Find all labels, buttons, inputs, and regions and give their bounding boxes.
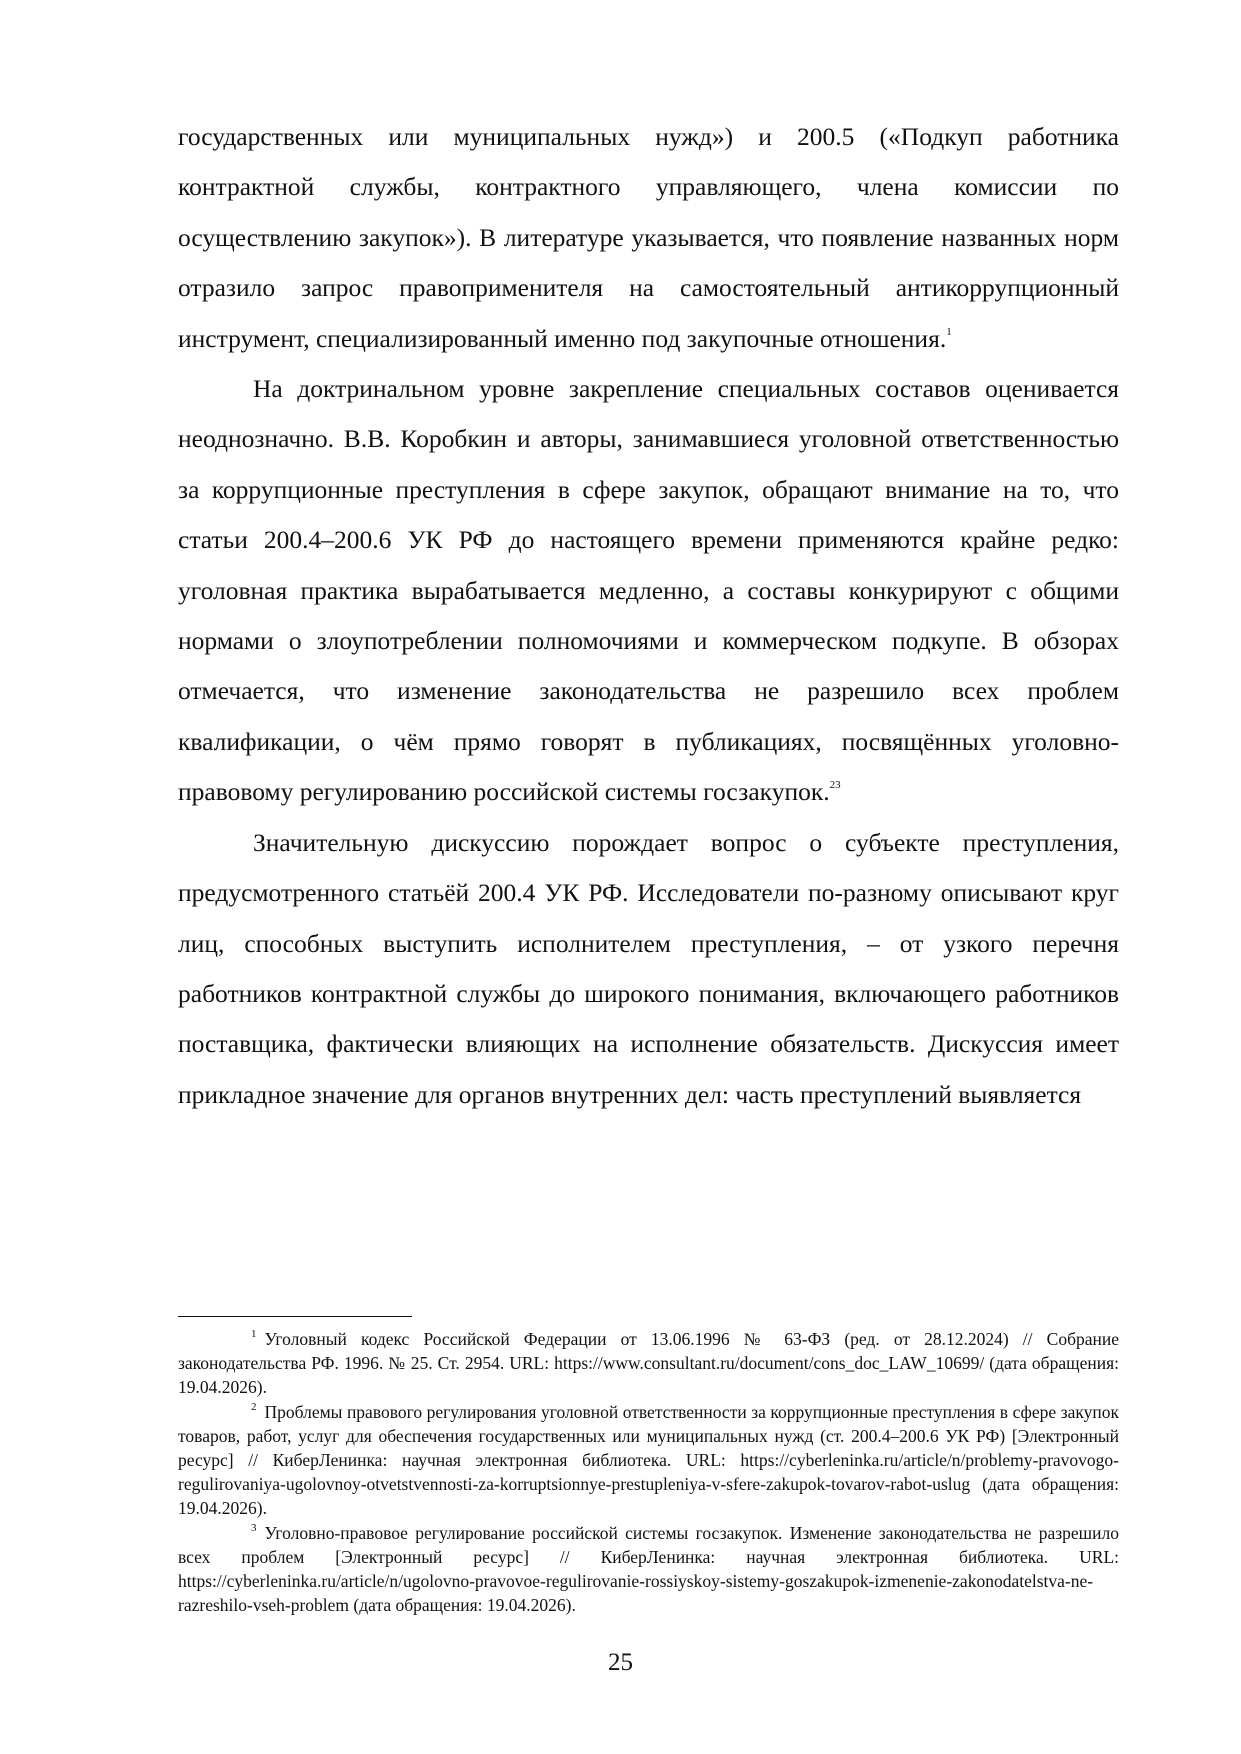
paragraph-1-text: государственных или муниципальных нужд») и 200.5 («Подкуп работника контрактной службы, контрактного управляющего, члена комиссии по осуществлению закупок»). В литературе указывается, что появление названных норм отразило запрос правоприменителя на самостоятельный антикоррупционный инструмент, специализированный именно под закупочные отношения. [178,122,1119,353]
footnote-number-1: 1 [251,1328,257,1340]
footnote-number-3: 3 [251,1521,257,1534]
footnote-2 [178,1400,1119,1521]
footnote-1 [178,1327,1119,1400]
footnote-text-1: Уголовный кодекс Российской Федерации от 13.06.1996 № 63-ФЗ (ред. от 28.12.2024) // Собрание законодательства РФ. 1996. № 25. Ст. 2954. URL: https://www.consultant.ru/document/cons_doc_LAW_10699/ (дата обращения: 19.04.2026). [178,1329,1119,1398]
paragraph-2 [178,364,1119,818]
footnote-separator [178,1316,412,1317]
footnote-ref-1[interactable]: 1 [946,325,952,338]
footnote-number-2: 2 [251,1400,257,1413]
main-text [178,112,1119,1120]
paragraph-2-text: На доктринальном уровне закрепление специальных составов оценивается неоднозначно. В.В. Коробкин и авторы, занимавшиеся уголовной ответственностью за коррупционные преступления в сфере закупок, обращают внимание на то, что статьи 200.4–200.6 УК РФ до настоящего времени применяются крайне редко: уголовная практика вырабатывается медленно, а составы конкурируют с общими нормами о злоупотреблении полномочиями и коммерческом подкупе. В обзорах отмечается, что изменение законодательства не разрешило всех проблем квалификации, о чём прямо говорят в публикациях, посвящённых уголовно-правовому регулированию российской системы госзакупок. [178,374,1119,807]
page-number: 25 [608,1649,633,1676]
footnote-ref-23[interactable]: 23 [829,779,841,792]
footnotes-section [178,1316,1119,1617]
footnote-3 [178,1521,1119,1618]
paragraph-3 [178,818,1119,1120]
footnote-text-2: Проблемы правового регулирования уголовной ответственности за коррупционные преступления в сфере закупок товаров, работ, услуг для обеспечения государственных или муниципальных нужд (ст. 200.4–200.6 УК РФ) [Электронный ресурс] // КиберЛенинка: научная электронная библиотека. URL: https://cyberleninka.ru/article/n/problemy-pravovogo-regulirovaniya-ugolovnoy-otvetstvennosti-za-korruptsionnye-prestupleniya-v-sfere-zakupok-tovarov-rabot-uslug (дата обращения: 19.04.2026). [178,1401,1119,1519]
paragraph-1 [178,112,1119,364]
footnote-text-3: Уголовно-правовое регулирование российской системы госзакупок. Изменение законодательства не разрешило всех проблем [Электронный ресурс] // КиберЛенинка: научная электронная библиотека. URL: https://cyberleninka.ru/article/n/ugolovno-pravovoe-regulirovanie-rossiyskoy-sistemy-goszakupok-izmenenie-zakonodatelstva-ne-razreshilo-vseh-problem (дата обращения: 19.04.2026). [178,1522,1119,1616]
paragraph-3-text: Значительную дискуссию порождает вопрос о субъекте преступления, предусмотренного статьёй 200.4 УК РФ. Исследователи по-разному описывают круг лиц, способных выступить исполнителем преступления, – от узкого перечня работников контрактной службы до широкого понимания, включающего работников поставщика, фактически влияющих на исполнение обязательств. Дискуссия имеет прикладное значение для органов внутренних дел: часть преступлений выявляется [178,827,1119,1109]
